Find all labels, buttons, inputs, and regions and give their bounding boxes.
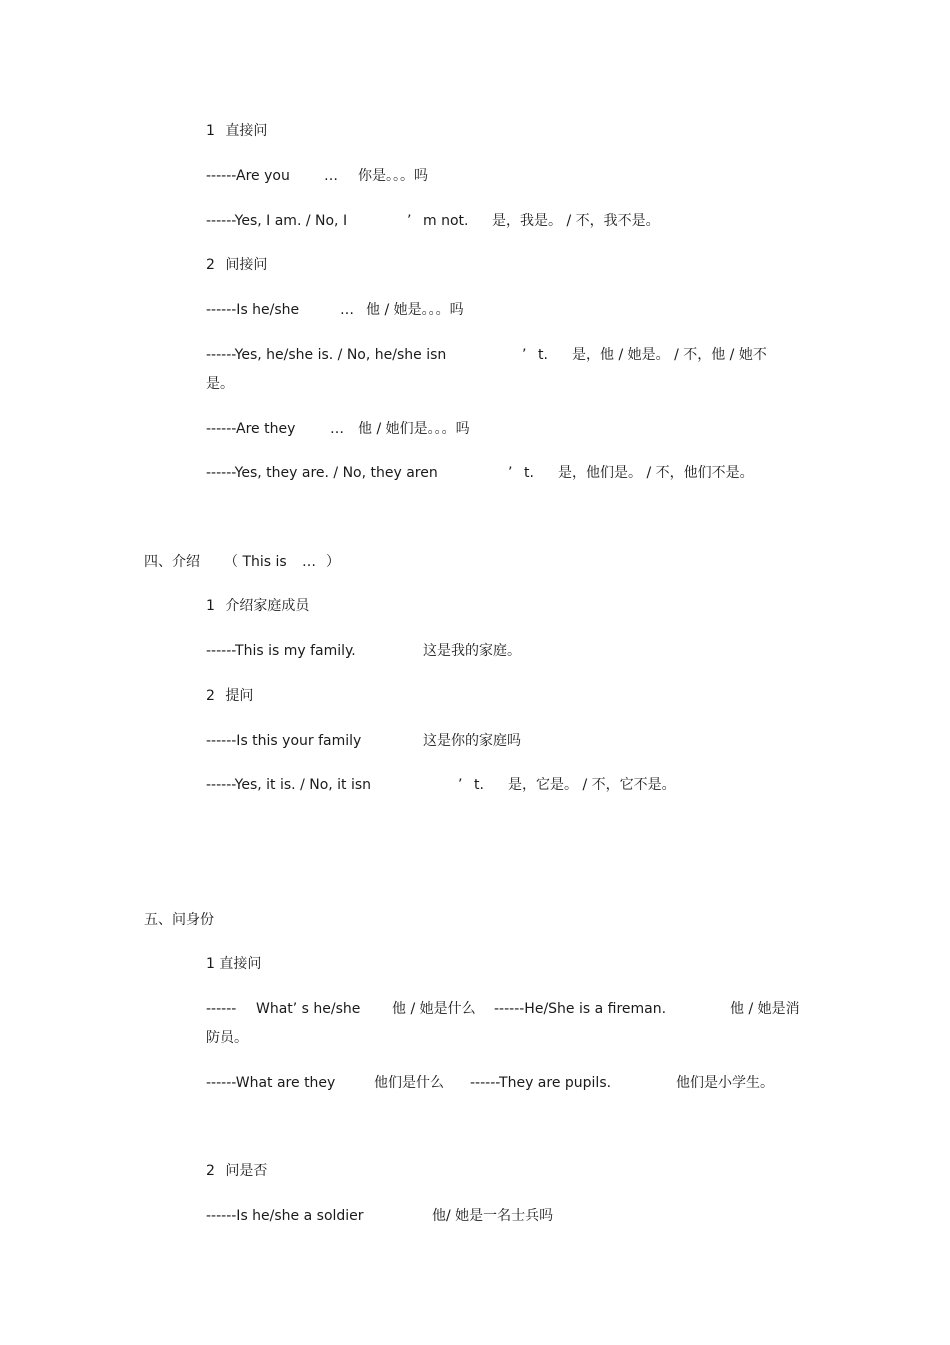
chinese-translation: 他 / 她是。。。吗 — [366, 302, 464, 318]
ellipsis: … — [340, 302, 354, 318]
subheading-number: 2 — [206, 688, 215, 704]
subheading-direct-question-2 — [206, 955, 261, 973]
subheading-number: 1 — [206, 598, 215, 614]
section-title: 五、问身份 — [144, 912, 214, 928]
subheading-title: 间接问 — [225, 257, 268, 273]
english-answer: ------He/She is a fireman. — [494, 1001, 667, 1017]
chinese-translation: 他们是什么 — [374, 1075, 444, 1091]
subheading-ask — [206, 687, 253, 705]
chinese-translation: 你是。。。吗 — [358, 168, 428, 184]
english-text: ------Is he/she a soldier — [206, 1208, 364, 1224]
english-text: ------Are they — [206, 421, 296, 437]
chinese-translation: 他/ 她是一名士兵吗 — [432, 1208, 554, 1224]
english-text: ------What are they — [206, 1075, 336, 1091]
english-text: ------Is this your family — [206, 733, 362, 749]
subheading-yes-no — [206, 1162, 267, 1180]
subheading-title: 问是否 — [225, 1163, 268, 1179]
english-text: ------Are you — [206, 168, 290, 184]
section-title-phrase: （ This is — [224, 554, 287, 570]
chinese-answer-cont: 防员。 — [206, 1030, 248, 1046]
english-text-cont: t. — [538, 347, 548, 363]
subheading-introduce-family — [206, 597, 309, 615]
subheading-title: 1 直接问 — [206, 956, 262, 972]
english-text-cont: t. — [474, 777, 484, 793]
apostrophe: ’ — [508, 465, 513, 481]
section-title: 四、介绍 — [144, 554, 200, 570]
chinese-translation: 他 / 她们是。。。吗 — [358, 421, 470, 437]
english-text: ------Yes, they are. / No, they aren — [206, 465, 438, 481]
subheading-number: 2 — [206, 257, 215, 273]
english-text: ------Yes, he/she is. / No, he/she isn — [206, 347, 447, 363]
apostrophe: ’ — [407, 213, 412, 229]
english-text: ------Yes, I am. / No, I — [206, 213, 348, 229]
ellipsis: … — [302, 554, 316, 570]
chinese-answer: 他们是小学生。 — [676, 1075, 774, 1091]
chinese-translation: 他 / 她是什么 — [392, 1001, 476, 1017]
english-text: ------Yes, it is. / No, it isn — [206, 777, 372, 793]
subheading-title: 提问 — [225, 688, 254, 704]
close-paren: ） — [326, 554, 340, 570]
chinese-translation: 是，我是。 / 不，我不是。 — [492, 213, 660, 229]
example-line-wrap — [206, 375, 234, 393]
english-text: ------This is my family. — [206, 643, 356, 659]
apostrophe: ’ — [522, 347, 527, 363]
dash-prefix: ------ — [206, 1001, 237, 1017]
english-answer: ------They are pupils. — [470, 1075, 612, 1091]
english-text: What’ s he/she — [256, 1001, 361, 1017]
chinese-translation: 这是我的家庭。 — [423, 643, 521, 659]
subheading-number: 2 — [206, 1163, 215, 1179]
english-text: ------Is he/she — [206, 302, 300, 318]
chinese-answer: 他 / 她是消 — [730, 1001, 800, 1017]
subheading-direct-question — [206, 122, 267, 140]
subheading-indirect-question — [206, 256, 267, 274]
chinese-translation: 这是你的家庭吗 — [423, 733, 521, 749]
english-text-cont: t. — [524, 465, 534, 481]
ellipsis: … — [324, 168, 338, 184]
chinese-translation: 是，它是。 / 不，它不是。 — [508, 777, 676, 793]
chinese-translation-cont: 是。 — [206, 376, 234, 392]
chinese-translation: 是，他们是。 / 不，他们不是。 — [558, 465, 754, 481]
apostrophe: ’ — [458, 777, 463, 793]
english-text-cont: m not. — [423, 213, 469, 229]
subheading-title: 介绍家庭成员 — [225, 598, 310, 614]
chinese-translation: 是，他 / 她是。 / 不，他 / 她不 — [572, 347, 767, 363]
subheading-title: 直接问 — [225, 123, 268, 139]
section-heading-ask-identity — [144, 911, 214, 929]
subheading-number: 1 — [206, 123, 215, 139]
ellipsis: … — [330, 421, 344, 437]
example-line-wrap — [206, 1029, 248, 1047]
